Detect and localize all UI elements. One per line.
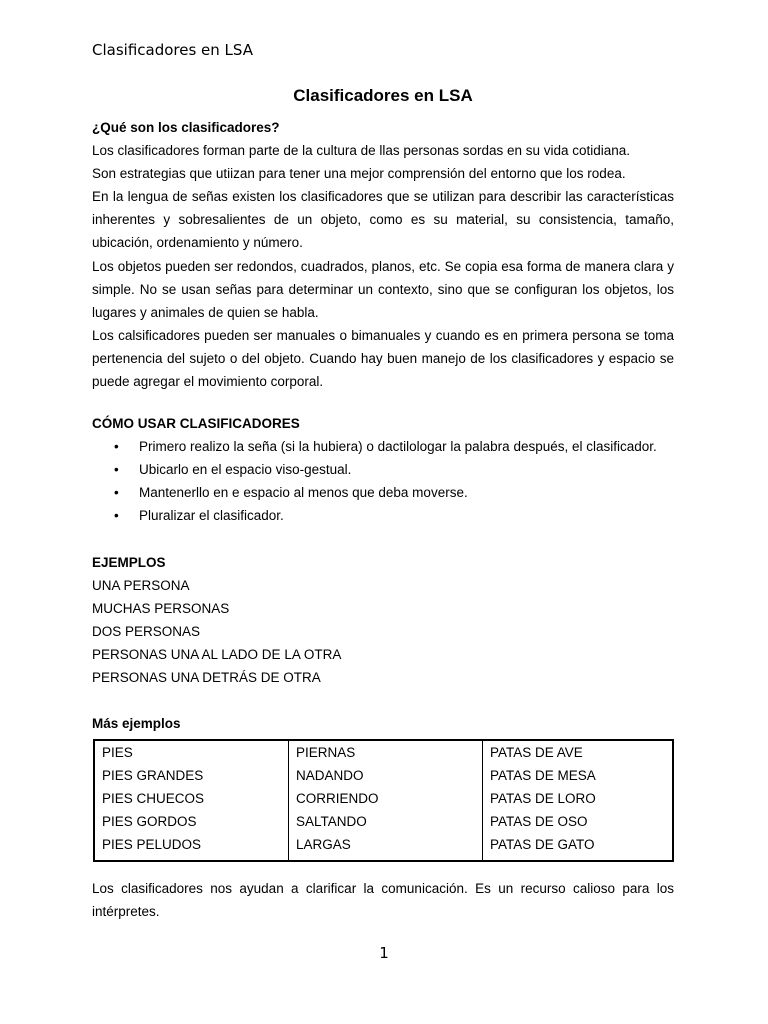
- cell-line: PATAS DE MESA: [490, 768, 596, 784]
- example-item: UNA PERSONA: [92, 578, 190, 594]
- list-item-text: Mantenerllo en e espacio al menos que deba moverse.: [139, 485, 468, 501]
- section-heading: ¿Qué son los clasificadores?: [92, 120, 280, 135]
- example-item: DOS PERSONAS: [92, 624, 201, 640]
- cell-line: PIES CHUECOS: [102, 791, 205, 807]
- cell-line: LARGAS: [296, 837, 351, 853]
- bullet-icon: •: [114, 462, 119, 478]
- cell-line: PIERNAS: [296, 745, 356, 760]
- paragraph: Los objetos pueden ser redondos, cuadrados, planos, etc. Se copia esa forma de manera clara y simple. No se usan señas para determinar un contexto, sino que se configuran los objetos, los lugares y animales de quien se habla.: [92, 258, 674, 320]
- cell-line: PATAS DE AVE: [490, 745, 583, 760]
- table-cell: [289, 740, 483, 861]
- example-item: PERSONAS UNA DETRÁS DE OTRA: [92, 670, 321, 686]
- closing-paragraph: Los clasificadores nos ayudan a clarificar la comunicación. Es un recurso calioso para los intérpretes.: [92, 881, 674, 920]
- examples-table: [93, 739, 674, 862]
- example-item: PERSONAS UNA AL LADO DE LA OTRA: [92, 647, 342, 663]
- paragraph: En la lengua de señas existen los clasificadores que se utilizan para describir las características inherentes y sobresalientes de un objeto, como es su material, su consistencia, tamaño, ubicación, ordenamiento y número.: [92, 189, 674, 251]
- bullet-list: [92, 435, 674, 527]
- cell-line: PATAS DE OSO: [490, 814, 588, 830]
- cell-line: PIES: [102, 745, 133, 760]
- cell-line: PIES PELUDOS: [102, 837, 202, 853]
- examples-section: [92, 551, 674, 690]
- cell-line: PATAS DE LORO: [490, 791, 596, 807]
- examples-heading: EJEMPLOS: [92, 555, 166, 570]
- section-heading-how-to: CÓMO USAR CLASIFICADORES: [92, 416, 300, 431]
- more-examples-heading: Más ejemplos: [92, 716, 181, 731]
- list-item: [92, 481, 674, 504]
- paragraph: Los calsificadores pueden ser manuales o bimanuales y cuando es en primera persona se toma pertenencia del sujeto o del objeto. Cuando hay buen manejo de los clasificadores y espacio se puede agregar el movimiento corporal.: [92, 327, 674, 390]
- paragraph: Los clasificadores forman parte de la cultura de llas personas sordas en su vida cotidiana.: [92, 143, 631, 159]
- document-title: Clasificadores en LSA: [293, 86, 473, 105]
- cell-line: SALTANDO: [296, 814, 367, 830]
- list-item-text: Pluralizar el clasificador.: [139, 508, 284, 524]
- cell-line: CORRIENDO: [296, 791, 379, 807]
- list-item-text: Ubicarlo en el espacio viso-gestual.: [139, 462, 352, 478]
- table-row: [94, 740, 673, 861]
- bullet-icon: •: [114, 439, 119, 454]
- list-item: [92, 435, 674, 458]
- section-what-are: [92, 116, 674, 393]
- page-header: Clasificadores en LSA: [92, 41, 253, 59]
- cell-line: PIES GRANDES: [102, 768, 204, 784]
- table-cell: [483, 740, 674, 861]
- list-item-text: Primero realizo la seña (si la hubiera) o dactilologar la palabra después, el clasificador.: [139, 439, 657, 454]
- paragraph: Son estrategias que utiizan para tener una mejor comprensión del entorno que los rodea.: [92, 166, 626, 182]
- cell-line: NADANDO: [296, 768, 364, 784]
- list-item: [92, 458, 674, 481]
- table-cell: [94, 740, 289, 861]
- bullet-icon: •: [114, 485, 119, 501]
- page-number: 1: [379, 944, 389, 962]
- cell-line: PIES GORDOS: [102, 814, 197, 830]
- list-item: [92, 504, 674, 527]
- example-item: MUCHAS PERSONAS: [92, 601, 230, 617]
- cell-line: PATAS DE GATO: [490, 837, 595, 853]
- bullet-icon: •: [114, 508, 119, 524]
